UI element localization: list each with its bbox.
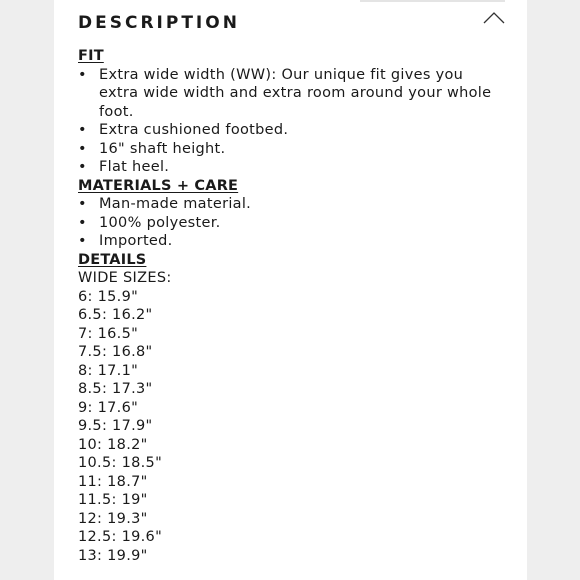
materials-item <box>78 195 498 214</box>
description-header[interactable] <box>78 11 498 37</box>
materials-item <box>78 214 498 233</box>
size-row: 11.5: 19" <box>78 492 148 508</box>
bullet-glyph: • <box>78 214 87 231</box>
fit-heading: FIT <box>78 48 104 64</box>
bullet-glyph: • <box>78 159 87 175</box>
description-content <box>78 47 498 565</box>
size-row: 9: 17.6" <box>78 399 139 416</box>
fit-item-footbed <box>78 121 498 140</box>
size-row: 10: 18.2" <box>78 436 148 453</box>
size-row: 12.5: 19.6" <box>78 529 163 545</box>
fit-item-shaft-height <box>78 140 498 159</box>
size-row: 7.5: 16.8" <box>78 344 153 360</box>
chevron-up-icon <box>482 9 506 27</box>
materials-item-text: Man-made material. <box>99 196 252 212</box>
materials-item-text: 100% polyester. <box>99 214 221 231</box>
size-row: 8: 17.1" <box>78 362 139 379</box>
fit-item-text: Flat heel. <box>99 159 170 175</box>
bullet-glyph: • <box>78 122 87 138</box>
details-heading: DETAILS <box>78 251 147 268</box>
description-title: DESCRIPTION <box>78 13 240 33</box>
size-row: 13: 19.9" <box>78 547 148 564</box>
fit-item-text: Extra wide width (WW): Our unique fit gives you extra wide width and extra room around your whole foot. <box>99 66 492 120</box>
size-row: 8.5: 17.3" <box>78 381 153 397</box>
fit-item-heel <box>78 158 498 177</box>
materials-item-text: Imported. <box>99 233 173 249</box>
size-row: 9.5: 17.9" <box>78 418 153 434</box>
bullet-glyph: • <box>78 196 87 212</box>
fit-item-text: Extra cushioned footbed. <box>99 122 289 138</box>
top-divider <box>360 0 505 2</box>
size-row: 7: 16.5" <box>78 325 139 342</box>
size-row: 12: 19.3" <box>78 510 148 527</box>
bullet-glyph: • <box>78 233 87 249</box>
size-row: 6.5: 16.2" <box>78 307 153 323</box>
materials-item <box>78 232 498 251</box>
bullet-glyph: • <box>78 66 87 83</box>
wide-sizes-label: WIDE SIZES: <box>78 270 172 286</box>
bullet-glyph: • <box>78 140 87 157</box>
description-panel <box>54 0 527 580</box>
size-row: 6: 15.9" <box>78 288 139 305</box>
materials-heading: MATERIALS + CARE <box>78 177 239 194</box>
size-row: 11: 18.7" <box>78 473 148 490</box>
collapse-button[interactable] <box>482 9 506 27</box>
fit-item-text: 16" shaft height. <box>99 140 226 157</box>
size-row: 10.5: 18.5" <box>78 455 163 471</box>
fit-item-extra-wide <box>78 66 498 122</box>
